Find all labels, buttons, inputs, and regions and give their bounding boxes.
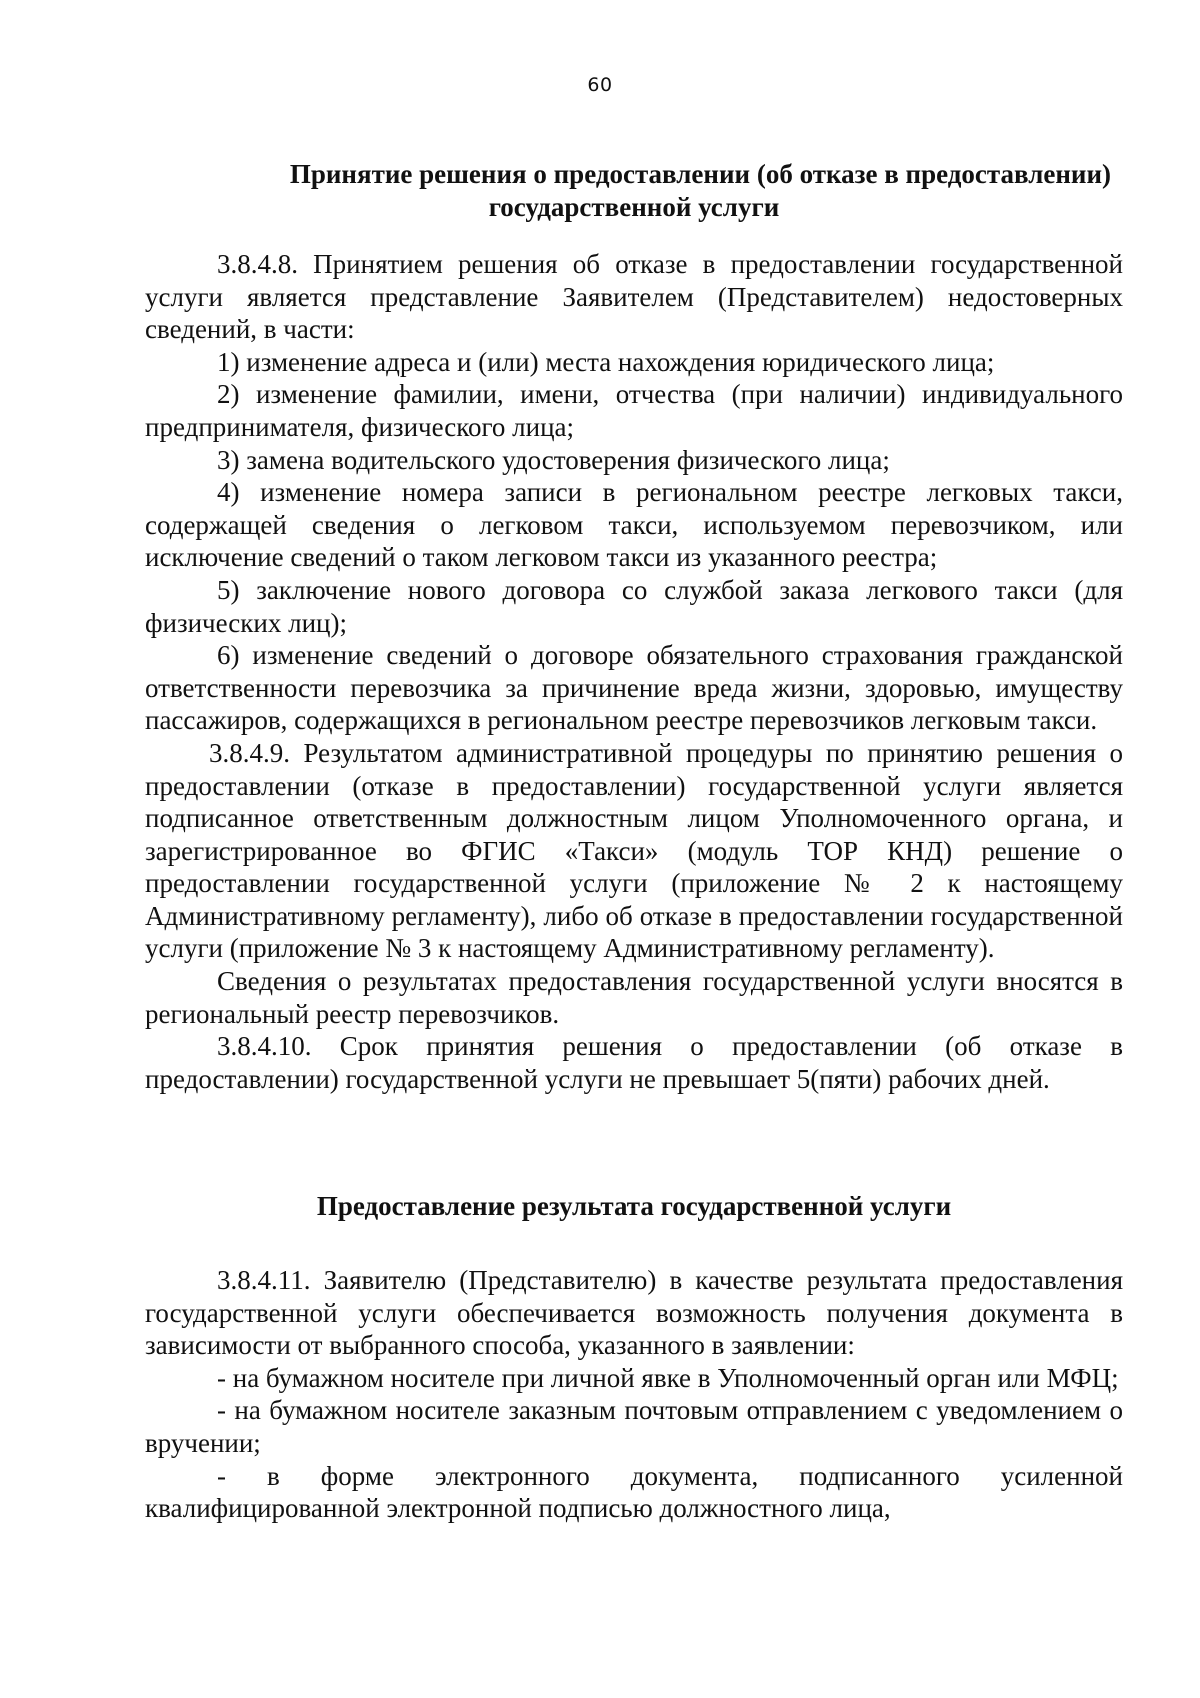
paragraph-3-8-4-10: 3.8.4.10. Срок принятия решения о предоставлении (об отказе в предоставлении) государственной услуги не превышает 5(пяти) рабочих дней.	[145, 1031, 1123, 1094]
paragraph-3-8-4-9: 3.8.4.9. Результатом административной процедуры по принятию решения о предоставлении (отказе в предоставлении) государственной услуги является подписанное ответственным должностным лицом Уполномоченного органа, и зарегистрированное во ФГИС «Такси» (модуль ТОР КНД) решение о предоставлении государственной услуги (приложение № 2 к настоящему Административному регламенту), либо об отказе в предоставлении государственной услуги (приложение № 3 к настоящему Административному регламенту).	[145, 737, 1123, 964]
section-heading-result: Предоставление результата государственной услуги	[316, 1191, 952, 1221]
paragraph-3-8-4-8: 3.8.4.8. Принятием решения об отказе в предоставлении государственной услуги является представление Заявителем (Представителем) недостоверных сведений, в части:	[145, 249, 1123, 345]
list-item-1: 1) изменение адреса и (или) места нахождения юридического лица;	[217, 346, 995, 377]
paragraph-3-8-4-11: 3.8.4.11. Заявителю (Представителю) в качестве результата предоставления государственной услуги обеспечивается возможность получения документа в зависимости от выбранного способа, указанного в заявлении:	[145, 1265, 1123, 1361]
paragraph-registry-note: Сведения о результатах предоставления государственной услуги вносятся в региональный реестр перевозчиков.	[145, 966, 1123, 1029]
section-decision-body	[145, 248, 1123, 1095]
section-result-body	[145, 1264, 1123, 1525]
list-item-2: 2) изменение фамилии, имени, отчества (при наличии) индивидуального предпринимателя, физического лица;	[145, 379, 1123, 442]
list-item-3: 3) замена водительского удостоверения физического лица;	[217, 444, 890, 475]
delivery-option-electronic: - в форме электронного документа, подписанного усиленной квалифицированной электронной подписью должностного лица,	[145, 1460, 1123, 1524]
list-item-5: 5) заключение нового договора со службой заказа легкового такси (для физических лиц);	[145, 574, 1123, 638]
page-number: 60	[587, 74, 613, 96]
section-heading-decision-line2: государственной услуги	[488, 191, 780, 222]
section-heading-decision-line1: Принятие решения о предоставлении (об отказе в предоставлении)	[289, 159, 1111, 189]
delivery-option-paper-mail: - на бумажном носителе заказным почтовым отправлением с уведомлением о вручении;	[145, 1395, 1123, 1458]
list-item-6: 6) изменение сведений о договоре обязательного страхования гражданской ответственности перевозчика за причинение вреда жизни, здоровью, имуществу пассажиров, содержащихся в региональном реестре перевозчиков легковым такси.	[145, 640, 1123, 736]
section-heading-decision	[145, 158, 1123, 223]
delivery-option-paper-in-person: - на бумажном носителе при личной явке в Уполномоченный орган или МФЦ;	[217, 1362, 1119, 1393]
list-item-4: 4) изменение номера записи в региональном реестре легковых такси, содержащей сведения о легковом такси, используемом перевозчиком, или исключение сведений о таком легковом такси из указанного реестра;	[145, 477, 1123, 573]
